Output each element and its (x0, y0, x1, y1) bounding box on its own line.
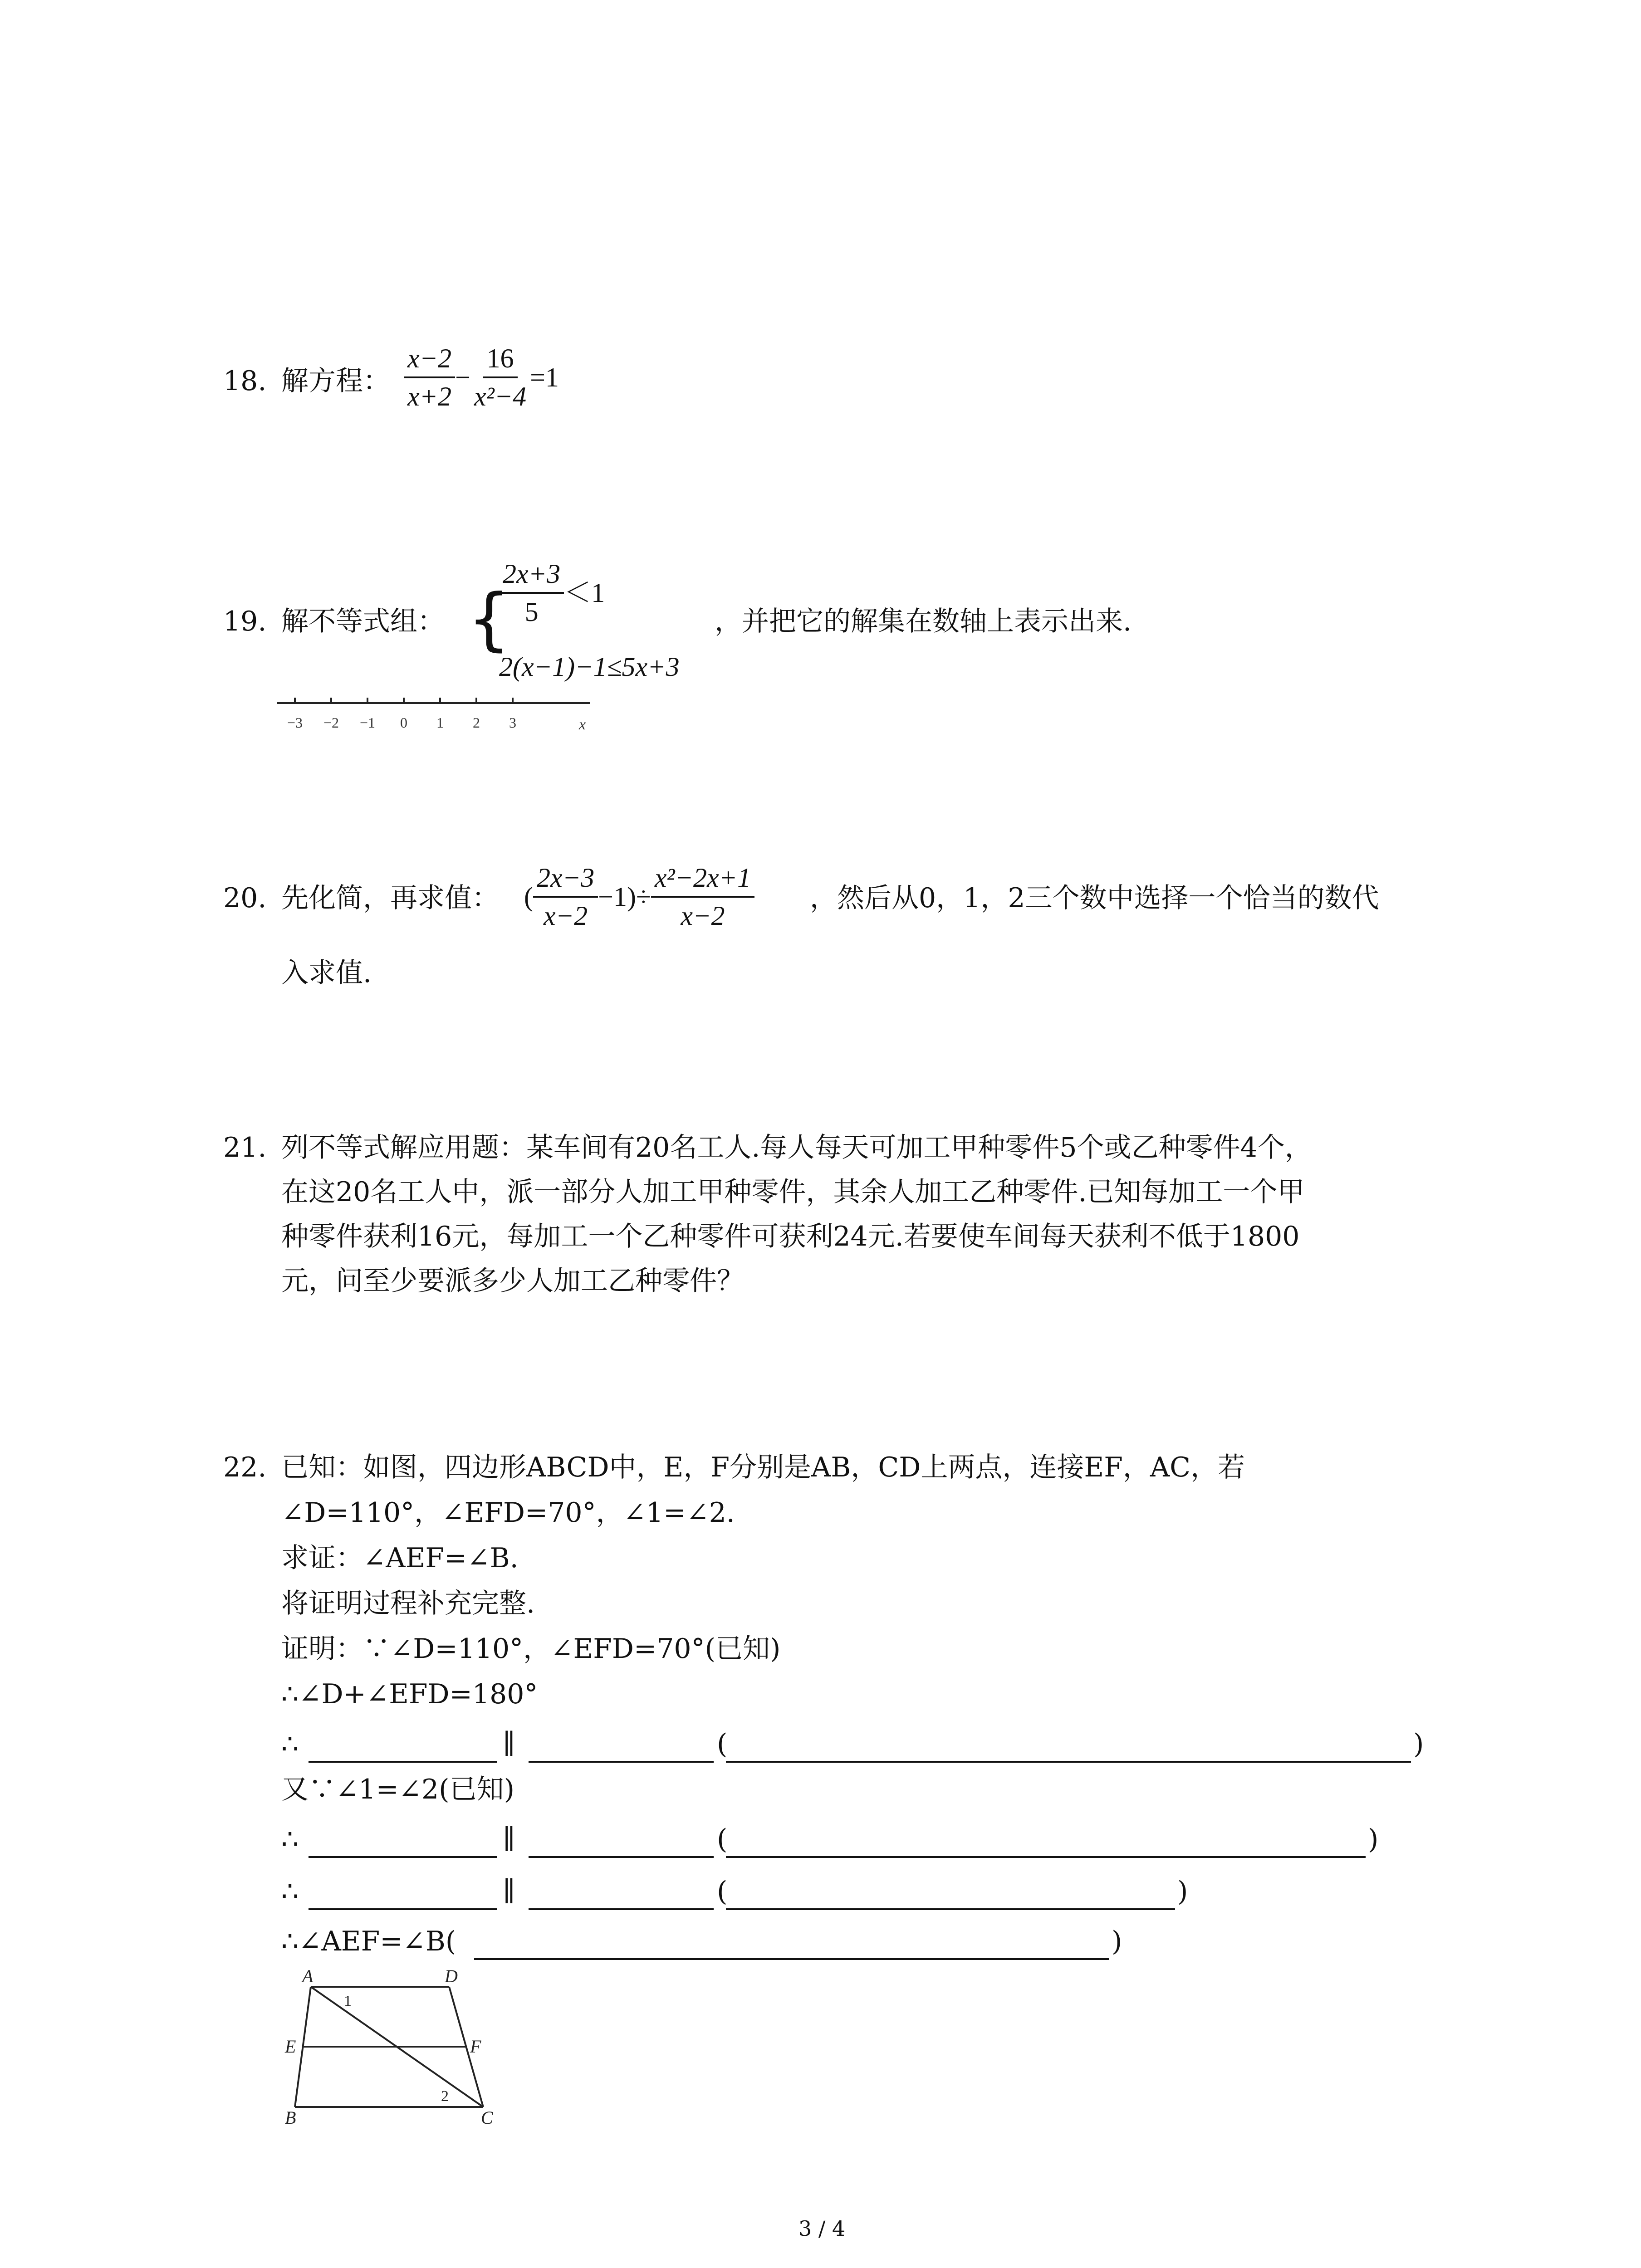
q18-fraction-1 (404, 345, 455, 410)
q19-frac-numerator: 2x+3 (499, 560, 564, 594)
q22-line-5: 证明：∵∠D=110°，∠EFD=70°(已知) (281, 1633, 781, 1665)
angle-label-2: 2 (441, 2088, 449, 2105)
q18-minus: − (455, 362, 470, 392)
q19-suffix: ，并把它的解集在数轴上表示出来. (715, 606, 1132, 637)
q19-number: 19. (223, 606, 267, 637)
q21-line-3: 种零件获利16元，每加工一个乙种零件可获利24元.若要使车间每天获利不低于1800 (281, 1221, 1300, 1252)
q22-number: 22. (223, 1452, 267, 1483)
q21-line-4: 元，问至少要派多少人加工乙种零件？ (281, 1265, 744, 1297)
q19-inequality-1 (499, 560, 605, 626)
q18-number: 18. (223, 365, 267, 397)
quadrilateral-figure (272, 1964, 526, 2173)
q20-open-paren: ( (524, 882, 533, 912)
page-number: 3 / 4 (798, 2216, 846, 2241)
q20-expression (524, 864, 754, 929)
q18-prompt: 解方程： (281, 365, 390, 397)
q21-number: 21. (223, 1132, 267, 1163)
q20-suffix: ，然后从0，1，2三个数中选择一个恰当的数代 (810, 882, 1379, 914)
number-line-tick-label: 3 (509, 714, 516, 731)
proof-b-parallel: ∥ (503, 1823, 515, 1855)
vertex-label-a: A (302, 1966, 314, 1986)
proof-b-close-paren: ) (1368, 1823, 1379, 1855)
proof-c-close-paren: ) (1177, 1876, 1188, 1907)
vertex-label-f: F (470, 2036, 481, 2057)
q18-frac2-numerator: 16 (483, 345, 518, 378)
vertex-label-d: D (445, 1966, 458, 1986)
q20-fraction-2 (651, 864, 754, 929)
number-line (277, 694, 594, 744)
proof-b-blank-2[interactable] (529, 1856, 714, 1858)
proof-b-therefore: ∴ (281, 1823, 299, 1855)
proof-c-parallel: ∥ (503, 1876, 515, 1907)
q20-fraction-1 (533, 864, 598, 929)
vertex-label-c: C (481, 2107, 493, 2128)
q22-final-line: ∴∠AEF=∠B( (281, 1926, 456, 1957)
proof-c-blank-2[interactable] (529, 1908, 714, 1910)
proof-final-close-paren: ) (1112, 1926, 1122, 1957)
q21-line-1: 列不等式解应用题：某车间有20名工人.每人每天可加工甲种零件5个或乙种零件4个， (281, 1132, 1312, 1163)
q20-frac2-denominator: x−2 (681, 901, 725, 931)
q19-ineq1-rhs: ＜1 (564, 578, 605, 608)
q20-line-2: 入求值. (281, 957, 372, 989)
angle-label-1: 1 (344, 1993, 352, 2009)
q19-inequality-2: 2(x−1)−1≤5x+3 (499, 652, 680, 682)
number-line-tick-label: 0 (400, 714, 407, 731)
proof-a-open-paren: ( (717, 1728, 728, 1760)
proof-a-blank-1[interactable] (309, 1761, 497, 1763)
proof-b-reason-blank[interactable] (726, 1856, 1366, 1858)
q22-line-6: ∴∠D+∠EFD=180° (281, 1678, 538, 1710)
proof-b-open-paren: ( (717, 1823, 728, 1855)
q18-frac2-denominator: x²−4 (474, 381, 527, 411)
number-line-tick-label: −1 (359, 714, 376, 731)
q18-fraction-2 (470, 345, 530, 410)
q18-frac1-numerator: x−2 (404, 345, 455, 378)
q18-frac1-denominator: x+2 (407, 381, 452, 411)
q21-line-2: 在这20名工人中，派一部分人加工甲种零件，其余人加工乙种零件.已知每加工一个甲 (281, 1176, 1305, 1208)
q20-mid: −1)÷ (598, 882, 651, 912)
q20-frac2-numerator: x²−2x+1 (651, 864, 754, 898)
q20-number: 20. (223, 882, 267, 914)
q22-line-3: 求证：∠AEF=∠B. (281, 1542, 519, 1574)
q20-frac1-numerator: 2x−3 (533, 864, 598, 898)
q22-line-2: ∠D=110°，∠EFD=70°，∠1=∠2. (281, 1497, 735, 1529)
q19-prompt: 解不等式组： (281, 606, 445, 637)
q22-line-4: 将证明过程补充完整. (281, 1588, 535, 1619)
q19-frac-denominator: 5 (524, 597, 539, 627)
proof-a-reason-blank[interactable] (726, 1761, 1411, 1763)
proof-a-therefore: ∴ (281, 1728, 299, 1760)
proof-c-open-paren: ( (717, 1876, 728, 1907)
number-line-tick-label: 1 (436, 714, 444, 731)
proof-final-reason-blank[interactable] (474, 1958, 1109, 1960)
number-line-tick-label: 2 (473, 714, 480, 731)
q20-frac1-denominator: x−2 (543, 901, 588, 931)
proof-a-close-paren: ) (1413, 1728, 1424, 1760)
q22-line-1: 已知：如图，四边形ABCD中，E，F分别是AB，CD上两点，连接EF，AC，若 (281, 1452, 1245, 1483)
q19-brace: { (467, 580, 511, 659)
q18-equation (404, 345, 559, 410)
number-line-tick-label: −2 (323, 714, 339, 731)
proof-a-parallel: ∥ (503, 1728, 515, 1760)
proof-c-reason-blank[interactable] (726, 1908, 1175, 1910)
proof-c-blank-1[interactable] (309, 1908, 497, 1910)
proof-b-blank-1[interactable] (309, 1856, 497, 1858)
vertex-label-e: E (285, 2036, 296, 2057)
vertex-label-b: B (285, 2107, 296, 2128)
q19-fraction (499, 560, 564, 626)
q22-given-line: 又∵∠1=∠2(已知) (281, 1774, 514, 1805)
number-line-tick-label: −3 (287, 714, 303, 731)
proof-a-blank-2[interactable] (529, 1761, 714, 1763)
q18-rhs: =1 (530, 362, 559, 392)
proof-c-therefore: ∴ (281, 1876, 299, 1907)
number-line-axis-label: x (579, 716, 586, 733)
q20-prompt: 先化简，再求值： (281, 882, 499, 914)
